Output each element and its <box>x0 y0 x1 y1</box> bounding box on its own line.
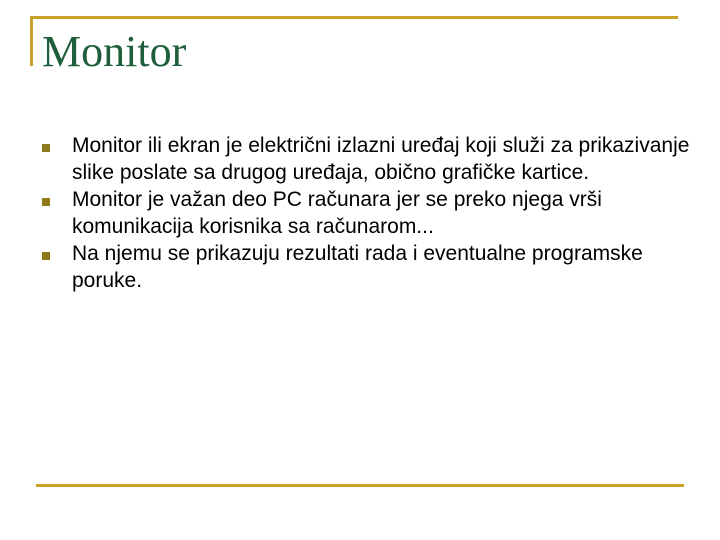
square-bullet-icon <box>42 144 50 152</box>
bullet-item-3 <box>42 240 692 294</box>
bullet-text-1: Monitor ili ekran je električni izlazni uređaj koji služi za prikazivanje slike poslate sa drugog uređaja, obično grafičke kartice. <box>72 134 690 184</box>
frame-left-rule <box>30 16 33 66</box>
slide-title: Monitor <box>42 27 187 76</box>
square-bullet-icon <box>42 252 50 260</box>
bullet-item-2 <box>42 186 692 240</box>
bullet-list <box>42 132 692 294</box>
square-bullet-icon <box>42 198 50 206</box>
bullet-item-1 <box>42 132 692 186</box>
frame-top-rule <box>30 16 678 19</box>
bullet-text-2: Monitor je važan deo PC računara jer se preko njega vrši komunikacija korisnika sa računarom... <box>72 188 602 238</box>
bullet-text-3: Na njemu se prikazuju rezultati rada i eventualne programske poruke. <box>72 242 643 292</box>
frame-bottom-rule <box>36 484 684 487</box>
